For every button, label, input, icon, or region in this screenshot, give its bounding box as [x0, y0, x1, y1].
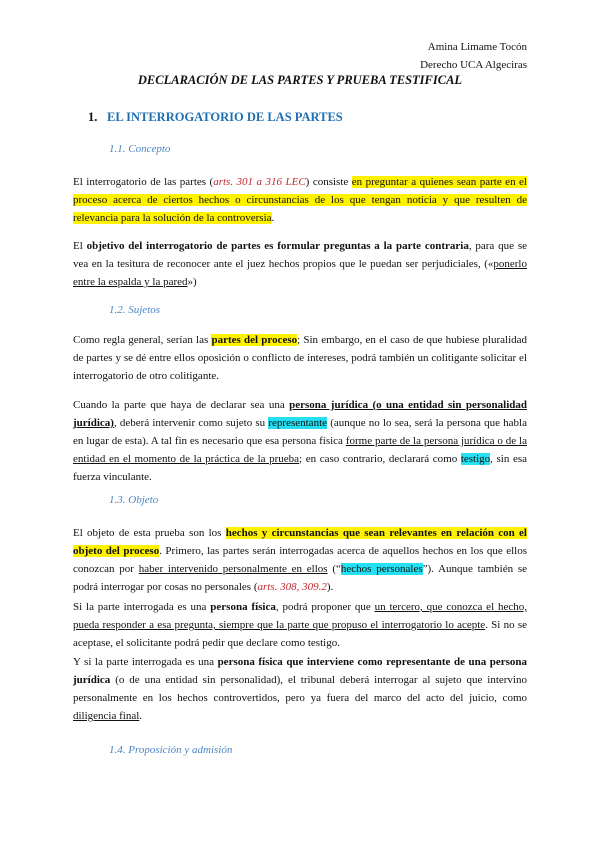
underline-tercero: un tercero, que conozca el hecho, pueda responder a esa pregunta, siempre que la parte que propuso el interrogatorio lo acepte: [73, 601, 527, 631]
underline-intervenido: haber intervenido personalmente en ellos: [138, 563, 328, 575]
bold-representante: persona física que interviene como representante de una persona jurídica: [73, 656, 527, 686]
text: .: [271, 212, 275, 224]
paragraph-objetivo: [73, 237, 527, 291]
section-number: 1.: [88, 110, 98, 124]
subheading-concepto: 1.1. Concepto: [109, 143, 171, 155]
text: Cuando la parte que haya de declarar sea una: [73, 399, 290, 411]
text: , sin esa fuerza vinculante.: [73, 453, 528, 483]
text: , deberá intervenir como sujeto su: [113, 417, 269, 429]
text: Si la parte interrogada es una: [73, 601, 211, 613]
text: ; en caso contrario, declarará como: [299, 453, 461, 465]
text: . Primero, las partes serán interrogadas acerca de aquellos hechos en los que ellos conozcan por: [73, 545, 527, 575]
course-name: Derecho UCA Algeciras: [420, 59, 527, 71]
highlight-partes: partes del proceso: [211, 334, 298, 346]
section-title: EL INTERROGATORIO DE LAS PARTES: [107, 110, 343, 124]
underline-forme-parte: forme parte de la persona jurídica o de la entidad en el momento de la práctica de la prueba: [73, 435, 527, 465]
underline-quote: ponerlo entre la espalda y la pared: [73, 258, 527, 288]
text: El: [73, 240, 87, 252]
bold-objetivo: objetivo del interrogatorio de partes es formular preguntas a la parte contraria: [86, 240, 469, 252]
highlight-testigo: testigo: [460, 453, 491, 465]
text: Como regla general, serían las: [73, 334, 212, 346]
author-block: [420, 38, 527, 74]
paragraph-representante: [73, 653, 527, 725]
section-heading: [88, 110, 343, 125]
bold-persona-fisica: persona física: [210, 601, 276, 613]
highlight-representante: representante: [268, 417, 328, 429]
text: , para que se vea en la tesitura de reconocer ante el juez hechos propios que le puedan ser perjudiciales, («: [73, 240, 527, 270]
subheading-sujetos: 1.2. Sujetos: [109, 304, 161, 316]
paragraph-objeto: [73, 524, 527, 596]
highlight-definition: en preguntar a quienes sean parte en el proceso acerca de ciertos hechos o circunstancias de los que tengan noticia y que resulten de relevancia para la solución de la controversia: [73, 176, 527, 224]
text: (o de una entidad sin personalidad), el tribunal deberá interrogar al sujeto que intervino personalmente en los hechos controvertidos, pero ya fuera del marco del acto del juicio, como: [73, 674, 527, 704]
text: (“: [327, 563, 341, 575]
text: El interrogatorio de las partes (: [73, 176, 214, 188]
text: ) consiste: [305, 176, 352, 188]
paragraph-concepto: [73, 173, 527, 227]
text: , podrá proponer que: [275, 601, 375, 613]
text: ”). Aunque también se podrá interrogar por cosas no personales (: [73, 563, 528, 593]
author-name: Amina Limame Tocón: [427, 41, 527, 53]
text: . Si no se aceptase, el solicitante podrá pedir que declare como testigo.: [73, 619, 527, 649]
subheading-objeto: 1.3. Objeto: [109, 494, 159, 506]
text: .: [139, 710, 143, 722]
highlight-hechos-personales: hechos personales: [340, 563, 423, 575]
paragraph-regla-general: [73, 331, 527, 385]
paragraph-persona-fisica: [73, 598, 527, 652]
paragraph-persona-juridica: [73, 396, 527, 486]
underline-diligencia: diligencia final: [73, 710, 140, 722]
subheading-proposicion: 1.4. Proposición y admisión: [109, 744, 233, 756]
document-title: DECLARACIÓN DE LAS PARTES Y PRUEBA TESTIFICAL: [137, 73, 463, 87]
text: El objeto de esta prueba son los: [73, 527, 226, 539]
text: (aunque no lo sea, será la persona que habla en lugar de esta). A tal fin es necesario que esa persona física: [73, 417, 527, 447]
text: ).: [326, 581, 334, 593]
bold-persona-juridica: persona jurídica (o una entidad sin personalidad jurídica): [73, 399, 527, 429]
text: Y si la parte interrogada es una: [73, 656, 218, 668]
text: »): [187, 276, 197, 288]
text: ; Sin embargo, en el caso de que hubiese pluralidad de partes y se dé entre ellos oposición o conflicto de intereses, podrá también un colitigante solicitar el interrogatorio de otro colitigante.: [73, 334, 528, 382]
law-reference: arts. 301 a 316 LEC: [213, 176, 306, 188]
law-reference: arts. 308, 309.2: [257, 581, 327, 593]
highlight-hechos: hechos y circunstancias que sean relevantes en relación con el objeto del proceso: [73, 527, 527, 557]
